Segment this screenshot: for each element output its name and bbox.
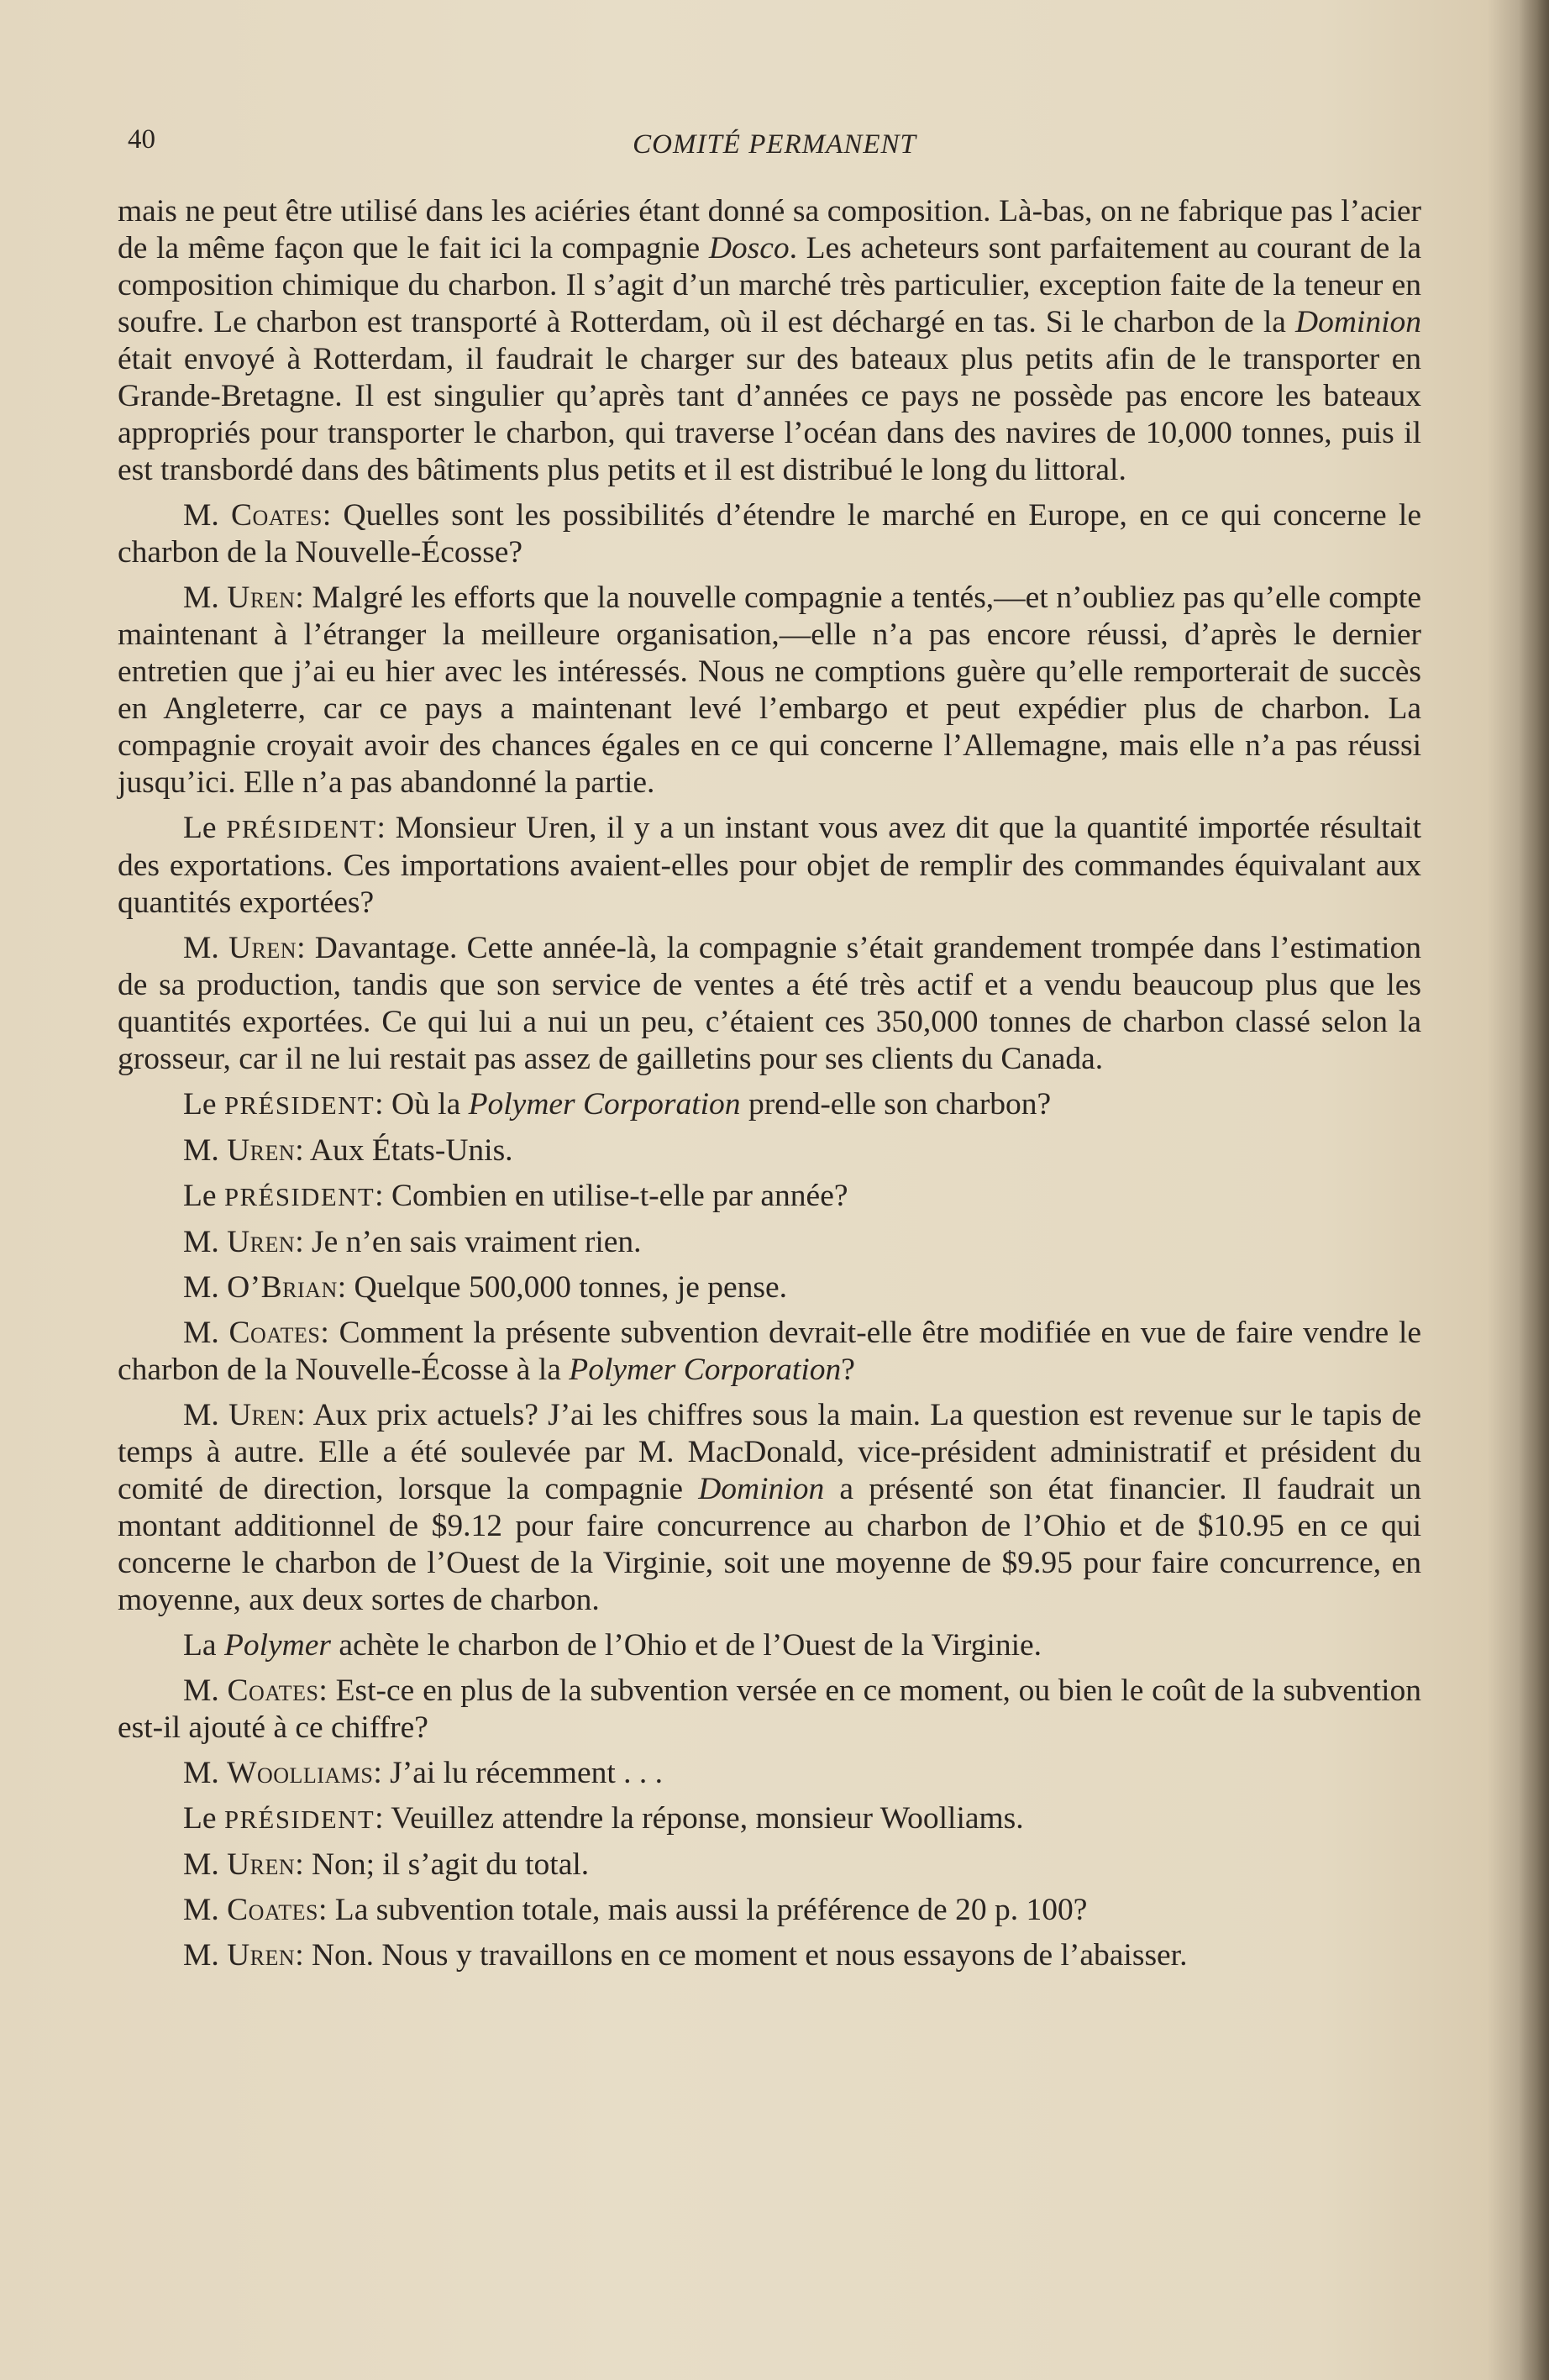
paragraph xyxy=(118,1892,1421,1929)
text-run: : Monsieur Uren, il y a un instant vous avez dit que la quantité importée résultait des exportations. Ces importations avaient-elles pour objet de remplir des commandes équivalant aux quantités exportées? xyxy=(118,811,1421,920)
speaker-name: Uren xyxy=(227,1938,296,1973)
speaker-prefix: M. xyxy=(183,1398,228,1432)
speaker-name: Uren xyxy=(227,1133,296,1168)
speaker-prefix: M. xyxy=(183,1270,228,1305)
text-run: . Les acheteurs sont parfaitement au courant de la composition chimique du charbon. Il s’agit d’un marché très particulier, exception faite de la teneur en soufre. Le charbon est transporté à Rotterdam, où il est déchargé en tas. Si le charbon de la xyxy=(118,231,1421,339)
text-run: : Aux États-Unis. xyxy=(295,1133,513,1168)
paragraph xyxy=(118,1132,1421,1169)
text-run: prend-elle son charbon? xyxy=(740,1087,1052,1122)
speaker-prefix: M. xyxy=(183,931,228,965)
speaker-name: Coates xyxy=(227,1893,319,1927)
italic-text: Polymer xyxy=(223,1628,331,1663)
speaker-name: PRÉSIDENT xyxy=(226,815,377,843)
speaker-name: Uren xyxy=(228,1398,297,1432)
text-run: : Veuillez attendre la réponse, monsieur Woolliams. xyxy=(375,1801,1024,1836)
text-run: La xyxy=(183,1628,224,1663)
text-run: a présenté son état financier. Il faudrait un montant additionnel de $9.12 pour faire concurrence au charbon de l’Ohio et de $10.95 en ce qui concerne le charbon de l’Ouest de la Virginie, soit une moyenne de $9.95 pour faire concurrence, en moyenne, aux deux sortes de charbon. xyxy=(118,1472,1422,1617)
speaker-prefix: Le xyxy=(183,1087,224,1122)
text-run: : Est-ce en plus de la subvention versée en ce moment, ou bien le coût de la subvention est-il ajouté à ce chiffre? xyxy=(118,1673,1422,1745)
paragraph xyxy=(118,1224,1421,1261)
paragraph xyxy=(118,1315,1421,1389)
text-run: était envoyé à Rotterdam, il faudrait le charger sur des bateaux plus petits afin de le transporter en Grande-Bretagne. Il est singulier qu’après tant d’années ce pays ne possède pas encore les bateaux appropriés pour transporter le charbon, qui traverse l’océan dans des navires de 10,000 tonnes, puis il est transbordé dans des bâtiments plus petits et il est distribué le long du littoral. xyxy=(118,342,1421,487)
text-run: : Non; il s’agit du total. xyxy=(295,1847,590,1882)
speaker-name: Uren xyxy=(227,1225,296,1259)
text-run: : Davantage. Cette année-là, la compagnie s’était grandement trompée dans l’estimation de sa production, tandis que son service de ventes a été très actif et a vendu beaucoup plus que les quantités exportées. Ce qui lui a nui un peu, c’étaient ces 350,000 tonnes de charbon classé selon la grosseur, car il ne lui restait pas assez de gailletins pour ses clients du Canada. xyxy=(118,931,1422,1076)
text-run: : Malgré les efforts que la nouvelle compagnie a tentés,—et n’oubliez pas qu’elle compte maintenant à l’étranger la meilleure organisation,—elle n’a pas encore réussi, d’après le dernier entretien que j’ai eu hier avec les intéressés. Nous ne comptions guère qu’elle remporterait de succès en Angleterre, car ce pays a maintenant levé l’embargo et peut expédier plus de charbon. La compagnie croyait avoir des chances égales en ce qui concerne l’Allemagne, mais elle n’a pas réussi jusqu’ici. Elle n’a pas abandonné la partie. xyxy=(118,581,1421,800)
paragraph xyxy=(118,1755,1421,1792)
speaker-name: Coates xyxy=(227,1673,319,1708)
speaker-prefix: M. xyxy=(183,1756,228,1790)
speaker-prefix: M. xyxy=(183,1225,228,1259)
italic-text: Polymer Corporation xyxy=(569,1353,842,1387)
speaker-prefix: M. xyxy=(183,498,231,533)
speaker-prefix: M. xyxy=(183,581,228,615)
paragraph xyxy=(118,1178,1421,1216)
paragraph xyxy=(118,1673,1421,1747)
speaker-prefix: M. xyxy=(183,1893,228,1927)
body-text xyxy=(118,193,1421,1983)
page-number: 40 xyxy=(128,124,155,155)
paragraph xyxy=(118,1847,1421,1884)
italic-text: Polymer Corporation xyxy=(468,1087,741,1122)
speaker-prefix: M. xyxy=(183,1133,228,1168)
speaker-prefix: M. xyxy=(183,1673,228,1708)
text-run: : Aux prix actuels? J’ai les chiffres sous la main. La question est revenue sur le tapis de temps à autre. Elle a été soulevée par M. MacDonald, vice-président administratif et président du comité de direction, lorsque la compagnie xyxy=(118,1398,1421,1506)
page-binding-shadow xyxy=(1519,0,1549,2380)
speaker-prefix: Le xyxy=(183,811,227,845)
speaker-name: Coates xyxy=(228,1316,321,1350)
text-run: : La subvention totale, mais aussi la préférence de 20 p. 100? xyxy=(318,1893,1088,1927)
speaker-name: Uren xyxy=(227,581,296,615)
paragraph xyxy=(118,1397,1421,1619)
paragraph xyxy=(118,1269,1421,1306)
italic-text: Dominion xyxy=(698,1472,825,1506)
speaker-prefix: M. xyxy=(183,1316,229,1350)
speaker-name: Woolliams xyxy=(227,1756,374,1790)
text-run: : Non. Nous y travaillons en ce moment et nous essayons de l’abaisser. xyxy=(295,1938,1188,1973)
running-title: COMITÉ PERMANENT xyxy=(633,129,916,160)
paragraph xyxy=(118,1937,1421,1974)
text-run: : Je n’en sais vraiment rien. xyxy=(295,1225,642,1259)
text-run: ? xyxy=(841,1353,855,1387)
speaker-name: PRÉSIDENT xyxy=(223,1805,375,1834)
text-run: : Quelque 500,000 tonnes, je pense. xyxy=(337,1270,788,1305)
page-header xyxy=(128,124,1421,166)
paragraph xyxy=(118,1627,1421,1664)
text-run: achète le charbon de l’Ohio et de l’Ouest de la Virginie. xyxy=(330,1628,1042,1663)
speaker-prefix: M. xyxy=(183,1938,228,1973)
speaker-prefix: M. xyxy=(183,1847,228,1882)
paragraph xyxy=(118,930,1421,1078)
paragraph xyxy=(118,1086,1421,1124)
speaker-name: PRÉSIDENT xyxy=(223,1091,375,1120)
speaker-prefix: Le xyxy=(183,1801,224,1836)
paragraph xyxy=(118,193,1421,489)
speaker-name: Uren xyxy=(227,1847,296,1882)
paragraph xyxy=(118,580,1421,801)
speaker-prefix: Le xyxy=(183,1179,224,1213)
speaker-name: Coates xyxy=(230,498,323,533)
text-run: : Où la xyxy=(375,1087,469,1122)
paragraph xyxy=(118,810,1421,922)
text-run: : Comment la présente subvention devrait-elle être modifiée en vue de faire vendre le charbon de la Nouvelle-Écosse à la xyxy=(118,1316,1422,1387)
speaker-name: Uren xyxy=(228,931,297,965)
paragraph xyxy=(118,1800,1421,1838)
text-run: : Quelles sont les possibilités d’étendre le marché en Europe, en ce qui concerne le charbon de la Nouvelle-Écosse? xyxy=(118,498,1421,570)
italic-text: Dosco xyxy=(708,231,790,265)
text-run: mais ne peut être utilisé dans les aciéries étant donné sa composition. Là-bas, on ne fabrique pas l’acier de la même façon que le fait ici la compagnie xyxy=(118,194,1421,265)
speaker-name: PRÉSIDENT xyxy=(223,1183,375,1211)
speaker-name: O’Brian xyxy=(227,1270,338,1305)
text-run: : J’ai lu récemment . . . xyxy=(373,1756,664,1790)
text-run: : Combien en utilise-t-elle par année? xyxy=(375,1179,848,1213)
paragraph xyxy=(118,497,1421,571)
italic-text: Dominion xyxy=(1295,305,1421,339)
